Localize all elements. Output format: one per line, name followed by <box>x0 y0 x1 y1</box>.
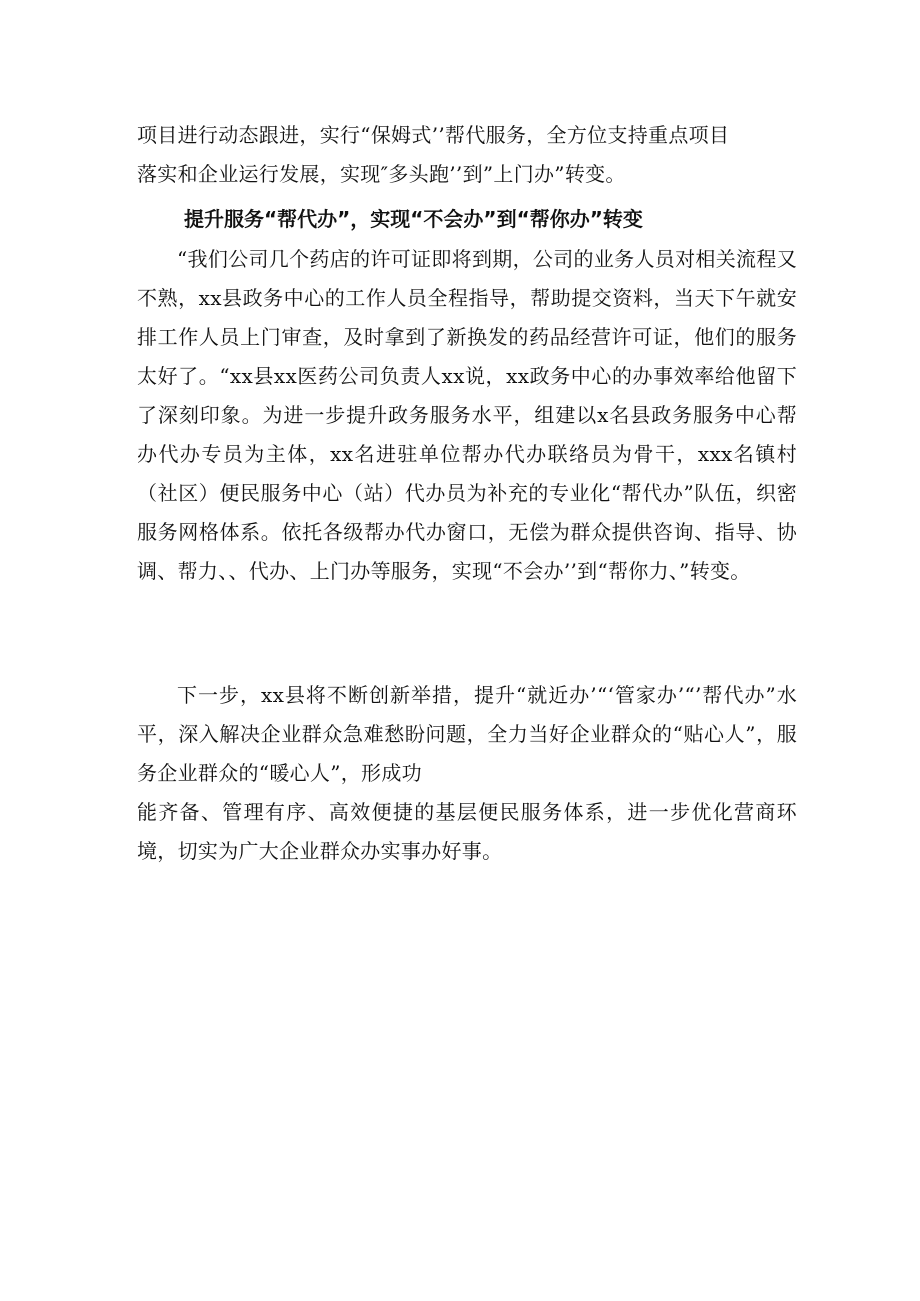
body-paragraph-3-part1: 下一步，xx县将不断创新举措，提升“就近办’“‘管家办’“’帮代办”水平，深入解决企业群众急难愁盼问题，全力当好企业群众的“贴心人”，服务企业群众的“暖心人”，形成功 <box>137 683 797 785</box>
body-paragraph-3-wrapper <box>137 676 797 871</box>
continuation-line-1: 项目进行动态跟进，实行“保姆式’’帮代服务，全方位支持重点项目 <box>137 123 730 147</box>
section-heading: 提升服务“帮代办”，实现“不会办”到“帮你办”转变 <box>184 207 643 231</box>
continuation-paragraph <box>137 116 797 194</box>
body-paragraph-2: “我们公司几个药店的许可证即将到期，公司的业务人员对相关流程又不熟，xx县政务中心的工作人员全程指导，帮助提交资料，当天下午就安排工作人员上门审查，及时拿到了新换发的药品经营许可证，他们的服务太好了。“xx县xx医药公司负责人xx说，xx政务中心的办事效率给他留下了深刻印象。为进一步提升政务服务水平，组建以x名县政务服务中心帮办代办专员为主体，xx名进驻单位帮办代办联络员为骨干，xxx名镇村（社区）便民服务中心（站）代办员为补充的专业化“帮代办”队伍，织密服务网格体系。依托各级帮办代办窗口，无偿为群众提供咨询、指导、协调、帮力、、代办、上门办等服务，实现“不会办’’到“帮你力、”转变。 <box>137 247 797 583</box>
body-paragraph-2-wrapper <box>137 240 797 591</box>
continuation-line-2: 落实和企业运行发展，实现″多头跑’’到”上门办”转变。 <box>137 162 626 186</box>
body-paragraph-3-part2: 能齐备、管理有序、高效便捷的基层便民服务体系，进一步优化营商环境，切实为广大企业群众办实事办好事。 <box>137 800 797 863</box>
